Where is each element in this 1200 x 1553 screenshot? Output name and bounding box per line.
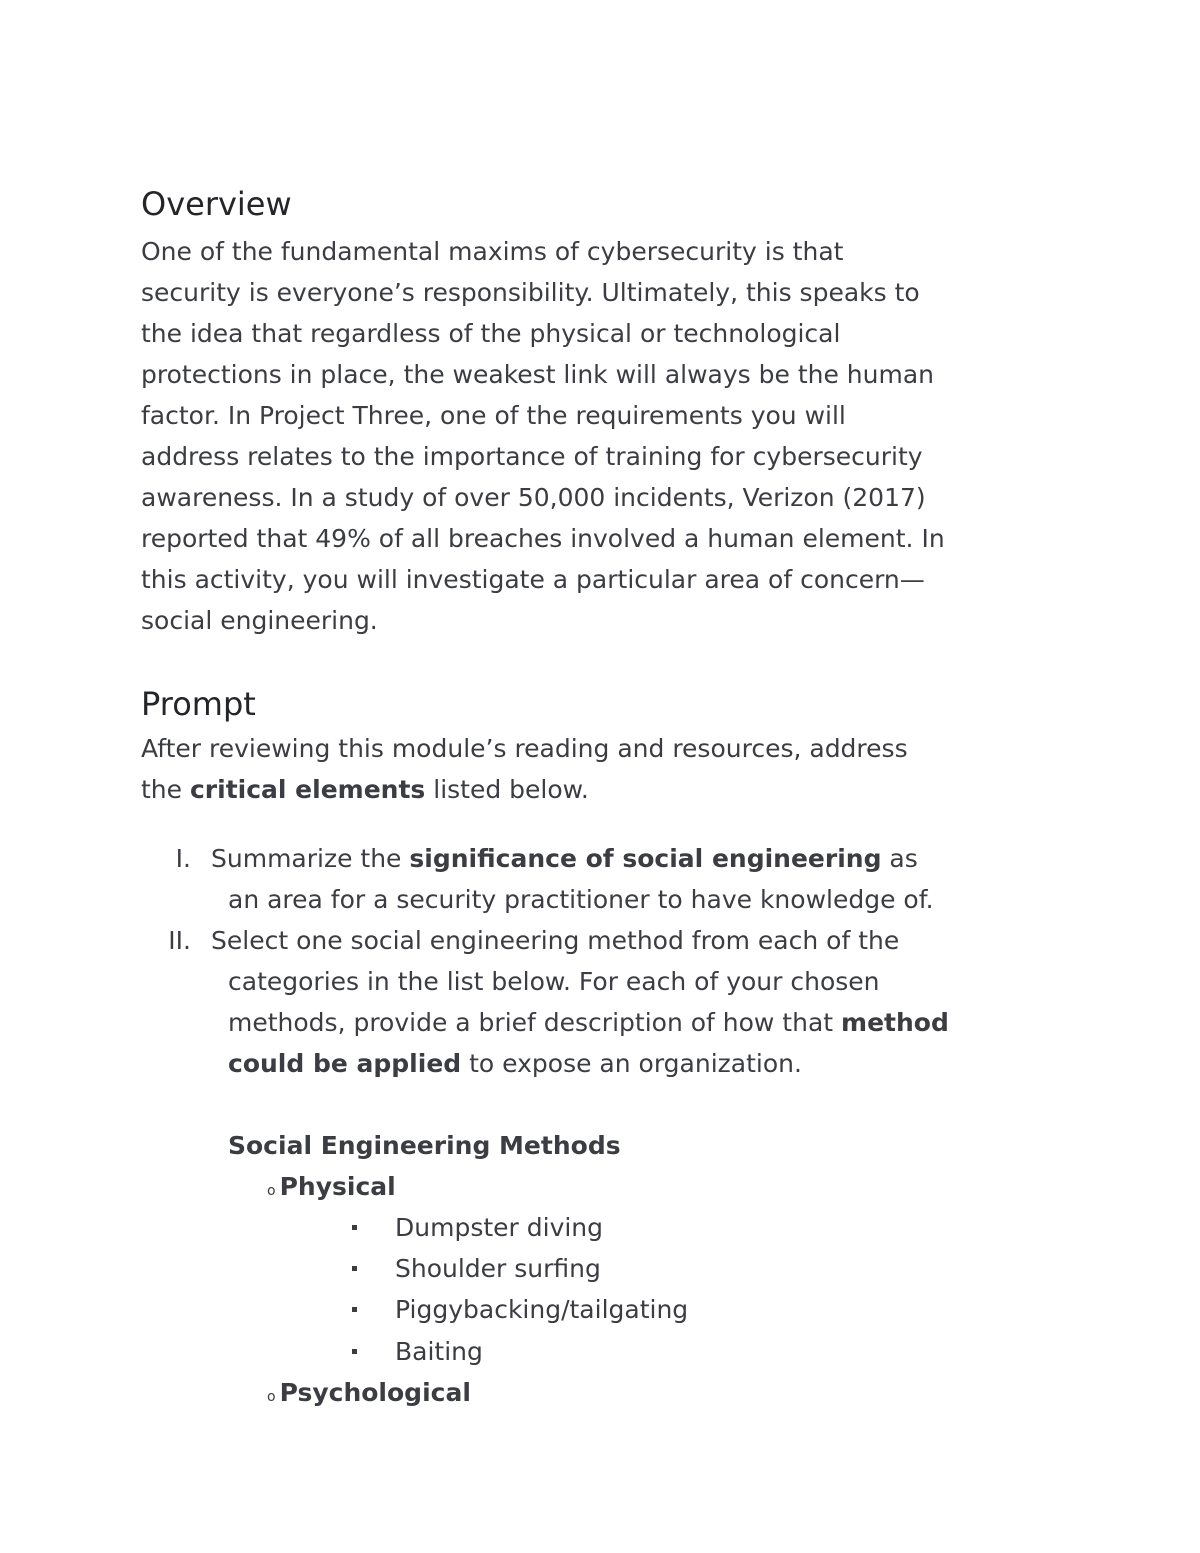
overview-line: address relates to the importance of training for cybersecurity (141, 442, 923, 471)
method-item (352, 1331, 483, 1372)
category-physical (267, 1166, 396, 1212)
element-text-part: as (881, 844, 918, 873)
prompt-text: the (141, 775, 190, 804)
category-label: Physical (279, 1172, 396, 1201)
critical-elements-emphasis: critical elements (189, 775, 426, 804)
overview-line: One of the fundamental maxims of cybersecurity is that (141, 237, 844, 266)
element-text (228, 1043, 802, 1084)
overview-line: reported that 49% of all breaches involved a human element. In (141, 524, 945, 553)
element-text (228, 1002, 949, 1043)
prompt-line: After reviewing this module’s reading and resources, address (141, 734, 908, 763)
square-bullet-icon (352, 1266, 357, 1271)
square-bullet-icon (352, 1225, 357, 1230)
overview-line: awareness. In a study of over 50,000 incidents, Verizon (2017) (141, 483, 926, 512)
category-psychological (267, 1372, 471, 1418)
roman-numeral: II. (168, 926, 191, 955)
method-label: Shoulder surfing (395, 1254, 601, 1283)
element-text (211, 838, 918, 879)
element-text-part: methods, provide a brief description of how that (228, 1008, 842, 1037)
prompt-heading: Prompt (141, 685, 256, 723)
overview-line: this activity, you will investigate a particular area of concern— (141, 565, 925, 594)
overview-line: protections in place, the weakest link will always be the human (141, 360, 935, 389)
methods-heading: Social Engineering Methods (228, 1131, 621, 1160)
method-item (352, 1248, 601, 1289)
prompt-text: listed below. (425, 775, 589, 804)
method-label: Dumpster diving (395, 1213, 604, 1242)
element-text-part: to expose an organization. (461, 1049, 802, 1078)
prompt-line (141, 769, 1071, 810)
overview-paragraph (141, 231, 1071, 641)
circle-bullet-icon: o (267, 1389, 276, 1405)
prompt-paragraph (141, 728, 1071, 810)
category-label: Psychological (279, 1378, 471, 1407)
method-label: Piggybacking/tailgating (395, 1295, 689, 1324)
element-emphasis: significance of social engineering (409, 844, 882, 873)
element-emphasis: could be applied (228, 1049, 462, 1078)
element-text: an area for a security practitioner to have knowledge of. (228, 885, 934, 914)
method-item (352, 1207, 603, 1248)
overview-line: the idea that regardless of the physical or technological (141, 319, 841, 348)
square-bullet-icon (352, 1349, 357, 1354)
element-text: Select one social engineering method from each of the (211, 926, 900, 955)
square-bullet-icon (352, 1307, 357, 1312)
method-item (352, 1289, 688, 1330)
overview-line: security is everyone’s responsibility. Ultimately, this speaks to (141, 278, 920, 307)
circle-bullet-icon: o (267, 1183, 276, 1199)
element-text: categories in the list below. For each of your chosen (228, 967, 880, 996)
overview-heading: Overview (141, 185, 292, 223)
element-text-part: Summarize the (211, 844, 410, 873)
overview-line: factor. In Project Three, one of the requirements you will (141, 401, 846, 430)
overview-line: social engineering. (141, 606, 378, 635)
method-label: Baiting (395, 1337, 483, 1366)
roman-numeral: I. (175, 844, 191, 873)
element-emphasis: method (841, 1008, 949, 1037)
